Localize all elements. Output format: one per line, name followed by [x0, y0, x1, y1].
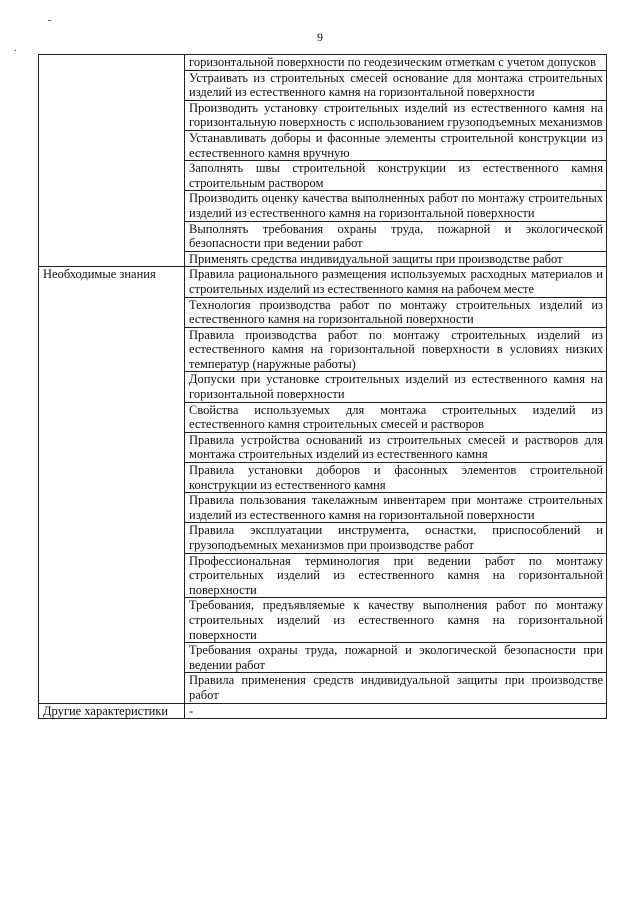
requirement-item: Применять средства индивидуальной защиты при производстве работ: [185, 251, 607, 267]
requirement-item: Технология производства работ по монтажу строительных изделий из естественного камня на горизонтальной поверхности: [185, 297, 607, 327]
requirement-item: Правила пользования такелажным инвентарем при монтаже строительных изделий из естественного камня на горизонтальной поверхности: [185, 493, 607, 523]
requirement-item: Правила применения средств индивидуальной защиты при производстве работ: [185, 673, 607, 703]
section-label: Необходимые знания: [39, 267, 185, 703]
requirement-item: Производить оценку качества выполненных работ по монтажу строительных изделий из естественного камня на горизонтальной поверхности: [185, 191, 607, 221]
requirement-item: Требования, предъявляемые к качеству выполнения работ по монтажу строительных изделий из естественного камня на горизонтальной поверхности: [185, 598, 607, 643]
table-row: [39, 703, 607, 719]
requirement-item: Требования охраны труда, пожарной и экологической безопасности при ведении работ: [185, 643, 607, 673]
scan-mark: -: [48, 15, 52, 26]
requirement-item: -: [185, 703, 607, 719]
table-row: [39, 55, 607, 71]
requirement-item: Заполнять швы строительной конструкции из естественного камня строительным раствором: [185, 161, 607, 191]
requirements-table-body: [39, 55, 607, 719]
requirement-item: Профессиональная терминология при ведении работ по монтажу строительных изделий из естественного камня на горизонтальной поверхности: [185, 553, 607, 598]
requirement-item: Правила эксплуатации инструмента, оснастки, приспособлений и грузоподъемных механизмов при производстве работ: [185, 523, 607, 553]
requirement-item: Свойства используемых для монтажа строительных изделий из естественного камня строительных смесей и растворов: [185, 402, 607, 432]
requirement-item: горизонтальной поверхности по геодезическим отметкам с учетом допусков: [185, 55, 607, 71]
scan-mark: .: [14, 43, 17, 54]
table-row: [39, 267, 607, 297]
requirements-table: [38, 54, 607, 719]
requirement-item: Правила устройства оснований из строительных смесей и растворов для монтажа строительных изделий из естественного камня: [185, 432, 607, 462]
requirement-item: Устанавливать доборы и фасонные элементы строительной конструкции из естественного камня вручную: [185, 130, 607, 160]
section-label: [39, 55, 185, 267]
section-label: Другие характеристики: [39, 703, 185, 719]
requirement-item: Устраивать из строительных смесей основание для монтажа строительных изделий из естественного камня на горизонтальной поверхности: [185, 70, 607, 100]
requirement-item: Производить установку строительных изделий из естественного камня на горизонтальную поверхность с использованием грузоподъемных механизмов: [185, 100, 607, 130]
requirement-item: Правила производства работ по монтажу строительных изделий из естественного камня на горизонтальной поверхности в условиях низких температур (наружные работы): [185, 327, 607, 372]
requirement-item: Выполнять требования охраны труда, пожарной и экологической безопасности при ведении работ: [185, 221, 607, 251]
requirement-item: Правила рационального размещения используемых расходных материалов и строительных изделий из естественного камня на рабочем месте: [185, 267, 607, 297]
requirement-item: Правила установки доборов и фасонных элементов строительной конструкции из естественного камня: [185, 463, 607, 493]
page-number: 9: [317, 30, 323, 44]
requirement-item: Допуски при установке строительных изделий из естественного камня на горизонтальной поверхности: [185, 372, 607, 402]
